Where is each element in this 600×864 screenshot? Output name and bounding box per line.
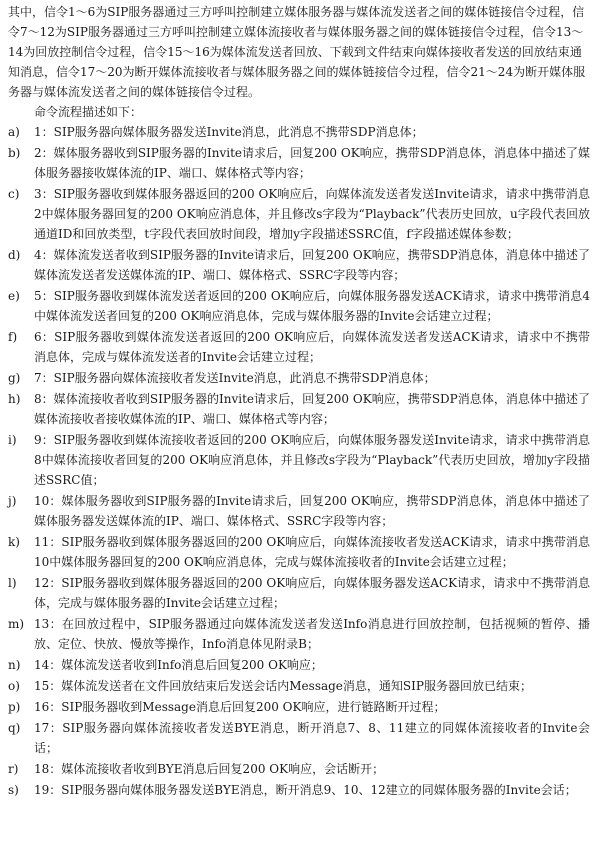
step-text: 8：媒体流接收者收到SIP服务器的Invite请求后，回复200 OK响应，携带SDP消息体，消息体中描述了媒体流接收者接收媒体流的IP、端口、媒体格式等内容； <box>34 392 590 426</box>
list-item <box>8 697 590 717</box>
step-letter: a) <box>8 125 20 139</box>
list-item <box>8 143 590 183</box>
list-item <box>8 122 590 142</box>
step-text: 9：SIP服务器收到媒体流接收者返回的200 OK响应后，向媒体服务器发送Invite请求，请求中携带消息8中媒体流接收者回复的200 OK响应消息体，并且修改s字段为“Playback”代表历史回放，增加y字段描述SSRC值； <box>34 433 590 487</box>
step-letter: g) <box>8 371 21 385</box>
step-text: 6：SIP服务器收到媒体流发送者返回的200 OK响应后，向媒体流发送者发送ACK请求，请求中不携带消息体，完成与媒体流发送者的Invite会话建立过程； <box>34 330 590 364</box>
list-item <box>8 655 590 675</box>
step-text: 13：在回放过程中，SIP服务器通过向媒体流发送者发送Info消息进行回放控制，包括视频的暂停、播放、定位、快放、慢放等操作，Info消息体见附录B； <box>34 617 590 651</box>
steps-list <box>8 122 590 800</box>
step-letter: p) <box>8 700 21 714</box>
step-text: 3：SIP服务器收到媒体服务器返回的200 OK响应后，向媒体流发送者发送Invite请求，请求中携带消息2中媒体服务器回复的200 OK响应消息体，并且修改s字段为“Playback”代表历史回放，u字段代表回放通道ID和回放类型，t字段代表回放时间段，增加y字段描述SSRC值，f字段描述媒体参数； <box>34 187 590 241</box>
step-text: 16：SIP服务器收到Message消息后回复200 OK响应，进行链路断开过程； <box>34 700 446 714</box>
step-text: 14：媒体流发送者收到Info消息后回复200 OK响应； <box>34 658 323 672</box>
list-item <box>8 614 590 654</box>
step-letter: b) <box>8 146 21 160</box>
step-letter: l) <box>8 576 17 590</box>
section-heading: 命令流程描述如下： <box>34 105 143 119</box>
step-letter: d) <box>8 248 21 262</box>
step-letter: n) <box>8 658 21 672</box>
list-item <box>8 676 590 696</box>
step-text: 4：媒体流发送者收到SIP服务器的Invite请求后，回复200 OK响应，携带SDP消息体，消息体中描述了媒体流发送者发送媒体流的IP、端口、媒体格式、SSRC字段等内容； <box>34 248 590 282</box>
step-text: 7：SIP服务器向媒体流接收者发送Invite消息，此消息不携带SDP消息体； <box>34 371 436 385</box>
step-text: 18：媒体流接收者收到BYE消息后回复200 OK响应，会话断开； <box>34 762 385 776</box>
step-text: 10：媒体服务器收到SIP服务器的Invite请求后，回复200 OK响应，携带SDP消息体，消息体中描述了媒体服务器发送媒体流的IP、端口、媒体格式、SSRC字段等内容； <box>34 494 590 528</box>
step-text: 1：SIP服务器向媒体服务器发送Invite消息，此消息不携带SDP消息体； <box>34 125 424 139</box>
list-item <box>8 389 590 429</box>
list-item <box>8 718 590 758</box>
step-letter: h) <box>8 392 21 406</box>
list-item <box>8 532 590 572</box>
step-letter: e) <box>8 289 20 303</box>
list-item <box>8 491 590 531</box>
step-letter: s) <box>8 783 19 797</box>
step-letter: m) <box>8 617 25 631</box>
step-text: 19：SIP服务器向媒体服务器发送BYE消息，断开消息9、10、12建立的同媒体服务器的Invite会话； <box>34 783 577 797</box>
list-item <box>8 573 590 613</box>
list-item <box>8 286 590 326</box>
step-letter: c) <box>8 187 20 201</box>
step-letter: f) <box>8 330 18 344</box>
list-item <box>8 430 590 490</box>
step-text: 15：媒体流发送者在文件回放结束后发送会话内Message消息，通知SIP服务器回放已结束； <box>34 679 532 693</box>
list-item <box>8 327 590 367</box>
step-text: 2：媒体服务器收到SIP服务器的Invite请求后，回复200 OK响应，携带SDP消息体，消息体中描述了媒体服务器接收媒体流的IP、端口、媒体格式等内容； <box>34 146 590 180</box>
step-text: 11：SIP服务器收到媒体服务器返回的200 OK响应后，向媒体流接收者发送ACK请求，请求中携带消息10中媒体服务器回复的200 OK响应消息体，完成与媒体流接收者的Invite会话建立过程； <box>34 535 590 569</box>
step-letter: i) <box>8 433 17 447</box>
step-text: 17：SIP服务器向媒体流接收者发送BYE消息，断开消息7、8、11建立的同媒体流接收者的Invite会话； <box>34 721 590 755</box>
step-letter: r) <box>8 762 19 776</box>
step-letter: q) <box>8 721 21 735</box>
intro-paragraph: 其中，信令1～6为SIP服务器通过三方呼叫控制建立媒体服务器与媒体流发送者之间的媒体链接信令过程，信令7～12为SIP服务器通过三方呼叫控制建立媒体流接收者与媒体服务器之间的媒体链接信令过程，信令13～14为回放控制信令过程，信令15～16为媒体流发送者回放、下载到文件结束向媒体接收者发送的回放结束通知消息，信令17～20为断开媒体流接收者与媒体服务器之间的媒体链接信令过程，信令21～24为断开媒体服务器与媒体流发送者之间的媒体链接信令过程。 <box>8 5 586 99</box>
step-letter: k) <box>8 535 20 549</box>
step-text: 12：SIP服务器收到媒体服务器返回的200 OK响应后，向媒体服务器发送ACK请求，请求中不携带消息体，完成与媒体服务器的Invite会话建立过程； <box>34 576 590 610</box>
list-item <box>8 759 590 779</box>
list-item <box>8 780 590 800</box>
step-letter: j) <box>8 494 17 508</box>
step-letter: o) <box>8 679 20 693</box>
step-text: 5：SIP服务器收到媒体流发送者返回的200 OK响应后，向媒体服务器发送ACK请求，请求中携带消息4中媒体流发送者回复的200 OK响应消息体，完成与媒体服务器的Invite会话建立过程； <box>34 289 590 323</box>
list-item <box>8 184 590 244</box>
list-item <box>8 368 590 388</box>
list-item <box>8 245 590 285</box>
